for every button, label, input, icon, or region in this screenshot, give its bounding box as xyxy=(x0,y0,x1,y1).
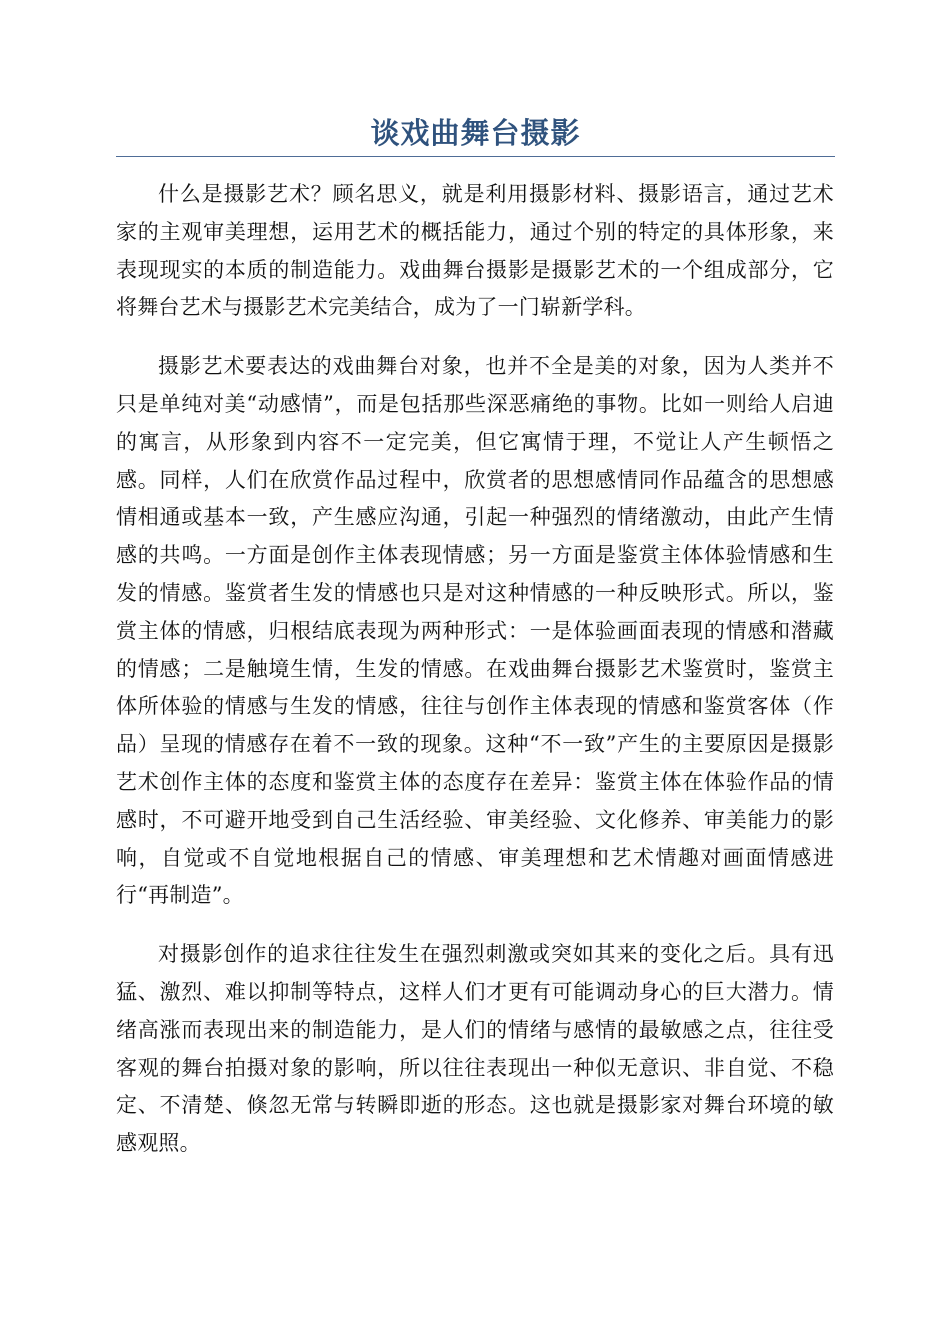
paragraph-3: 对摄影创作的追求往往发生在强烈刺激或突如其来的变化之后。具有迅猛、激烈、难以抑制等特点，这样人们才更有可能调动身心的巨大潜力。情绪高涨而表现出来的制造能力，是人们的情绪与感情的最敏感之点，往往受客观的舞台拍摄对象的影响，所以往往表现出一种似无意识、非自觉、不稳定、不清楚、倏忽无常与转瞬即逝的形态。这也就是摄影家对舞台环境的敏感观照。 xyxy=(116,942,834,1156)
title-rule xyxy=(116,108,835,157)
paragraph-2: 摄影艺术要表达的戏曲舞台对象，也并不全是美的对象，因为人类并不只是单纯对美“动感情”，而是包括那些深恶痛绝的事物。比如一则给人启迪的寓言，从形象到内容不一定完美，但它寓情于理，不觉让人产生顿悟之感。同样，人们在欣赏作品过程中，欣赏者的思想感情同作品蕴含的思想感情相通或基本一致，产生感应沟通，引起一种强烈的情绪激动，由此产生情感的共鸣。一方面是创作主体表现情感；另一方面是鉴赏主体体验情感和生发的情感。鉴赏者生发的情感也只是对这种情感的一种反映形式。所以，鉴赏主体的情感，归根结底表现为两种形式：一是体验画面表现的情感和潜藏的情感；二是触境生情，生发的情感。在戏曲舞台摄影艺术鉴赏时，鉴赏主体所体验的情感与生发的情感，往往与创作主体表现的情感和鉴赏客体（作品）呈现的情感存在着不一致的现象。这种“不一致”产生的主要原因是摄影艺术创作主体的态度和鉴赏主体的态度存在差异：鉴赏主体在体验作品的情感时，不可避开地受到自己生活经验、审美经验、文化修养、审美能力的影响，自觉或不自觉地根据自己的情感、审美理想和艺术情趣对画面情感进行“再制造”。 xyxy=(116,354,834,908)
paragraph-1: 什么是摄影艺术？顾名思义，就是利用摄影材料、摄影语言，通过艺术家的主观审美理想，运用艺术的概括能力，通过个别的特定的具体形象，来表现现实的本质的制造能力。戏曲舞台摄影是摄影艺术的一个组成部分，它将舞台艺术与摄影艺术完美结合，成为了一门崭新学科。 xyxy=(116,182,834,320)
document-body xyxy=(116,176,834,1184)
page-title: 谈戏曲舞台摄影 xyxy=(370,116,581,150)
